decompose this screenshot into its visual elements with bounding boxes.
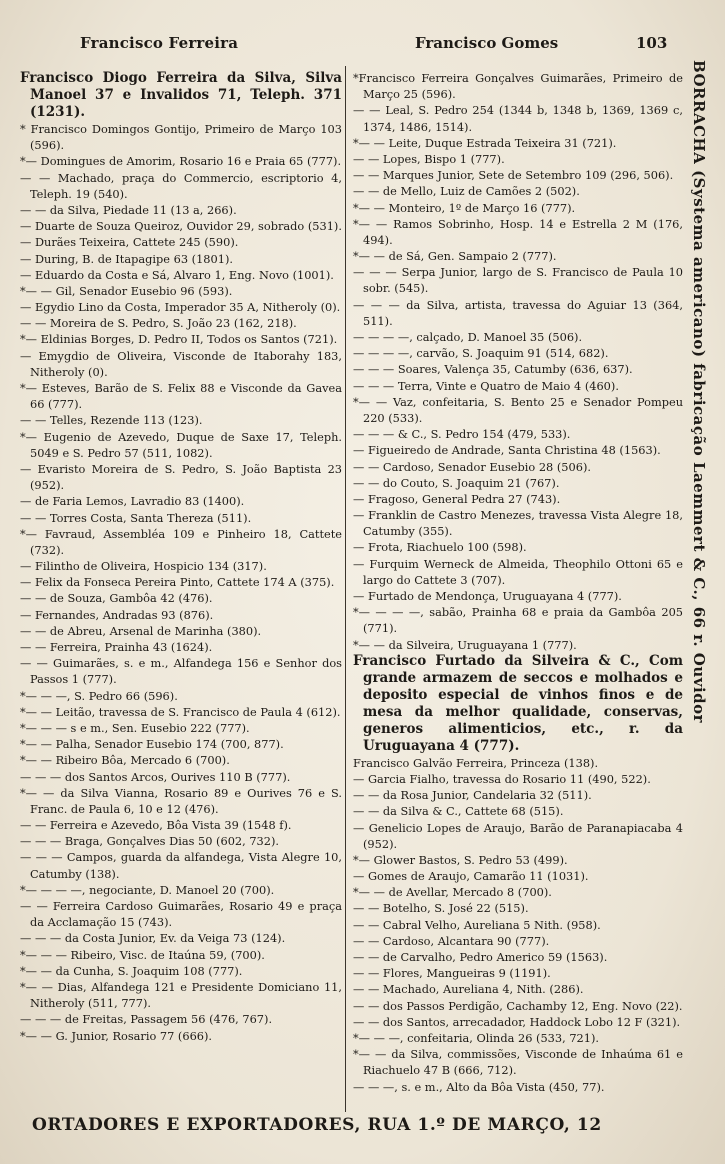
- directory-entry: *— Esteves, Barão de S. Felix 88 e Visconde da Gavea 66 (777).: [20, 381, 342, 412]
- directory-entry: Francisco Diogo Ferreira da Silva, Silva Manoel 37 e Invalidos 71, Teleph. 371 (1231).: [20, 70, 342, 120]
- directory-entry: *— — Ribeiro Bôa, Mercado 6 (700).: [20, 753, 230, 768]
- directory-entry: *— — — —, sabão, Prainha 68 e praia da Gambôa 205 (771).: [353, 605, 683, 636]
- directory-entry: — — dos Santos, arrecadador, Haddock Lobo 12 F (321).: [353, 1014, 681, 1029]
- directory-entry: — — — & C., S. Pedro 154 (479, 533).: [353, 427, 571, 442]
- directory-entry: — — — Terra, Vinte e Quatro de Maio 4 (460).: [353, 378, 619, 393]
- directory-entry: — — — da Costa Junior, Ev. da Veiga 73 (124).: [20, 931, 286, 946]
- directory-entry: *— Favraud, Assembléa 109 e Pinheiro 18, Cattete (732).: [20, 526, 342, 557]
- directory-entry: — Eduardo da Costa e Sá, Alvaro 1, Eng. Novo (1001).: [20, 267, 334, 282]
- directory-entry: *— — Monteiro, 1º de Março 16 (777).: [353, 200, 576, 215]
- directory-entry: Francisco Furtado da Silveira & C., Com grande armazem de seccos e molhados e deposito especial de vinhos finos e de mesa da melhor qualidade, conservas, generos alimenticios, etc., r. da Uruguayana 4 (777).: [353, 652, 683, 754]
- directory-entry: — — Moreira de S. Pedro, S. João 23 (162, 218).: [20, 316, 297, 331]
- directory-entry: — de Faria Lemos, Lavradio 83 (1400).: [20, 494, 245, 509]
- directory-entry: — — da Silva & C., Cattete 68 (515).: [353, 804, 564, 819]
- directory-entry: — — Machado, Aureliana 4, Nith. (286).: [353, 982, 584, 997]
- directory-entry: *— — Leitão, travessa de S. Francisco de Paula 4 (612).: [20, 704, 341, 719]
- directory-entry: — — Flores, Mangueiras 9 (1191).: [353, 966, 551, 981]
- directory-entry: *— — G. Junior, Rosario 77 (666).: [20, 1028, 213, 1043]
- directory-entry: *— — da Cunha, S. Joaquim 108 (777).: [20, 963, 243, 978]
- directory-entry: — — Marques Junior, Sete de Setembro 109 (296, 506).: [353, 168, 674, 183]
- directory-entry: *— — da Silva Vianna, Rosario 89 e Ourives 76 e S. Franc. de Paula 6, 10 e 12 (476).: [20, 785, 342, 816]
- directory-entry: — — de Souza, Gambôa 42 (476).: [20, 591, 213, 606]
- directory-entry: — — — Braga, Gonçalves Dias 50 (602, 732).: [20, 834, 280, 849]
- directory-entry: — Frota, Riachuelo 100 (598).: [353, 540, 527, 555]
- directory-entry: — Genelicio Lopes de Araujo, Barão de Paranapiacaba 4 (952).: [353, 820, 683, 851]
- directory-entry: — — — —, calçado, D. Manoel 35 (506).: [353, 330, 583, 344]
- directory-entry: — Felix da Fonseca Pereira Pinto, Cattete 174 A (375).: [20, 575, 335, 590]
- directory-entry: — — — Campos, guarda da alfandega, Vista Alegre 10, Catumby (138).: [20, 850, 342, 881]
- directory-entry: — — Cabral Velho, Aureliana 5 Nith. (958).: [353, 917, 601, 932]
- directory-entry: — — de Mello, Luiz de Camões 2 (502).: [353, 184, 580, 199]
- directory-entry: *Francisco Ferreira Gonçalves Guimarães, Primeiro de Março 25 (596).: [353, 71, 683, 102]
- directory-entry: Francisco Galvão Ferreira, Princeza (138).: [353, 755, 599, 770]
- directory-entry: — Emygdio de Oliveira, Visconde de Itaborahy 183, Nitheroly (0).: [20, 348, 342, 379]
- directory-entry: — — da Rosa Junior, Candelaria 32 (511).: [353, 788, 592, 803]
- directory-entry: *— — Dias, Alfandega 121 e Presidente Domiciano 11, Nitheroly (511, 777).: [20, 979, 342, 1011]
- page-number: 103: [636, 34, 668, 52]
- directory-entry: — Figueiredo de Andrade, Santa Christina 48 (1563).: [353, 443, 661, 458]
- directory-entry: — Garcia Fialho, travessa do Rosario 11 (490, 522).: [353, 771, 651, 786]
- directory-entry: *— — — Ribeiro, Visc. de Itaúna 59, (700).: [20, 947, 265, 962]
- directory-entry: — — do Couto, S. Joaquim 21 (767).: [353, 475, 560, 490]
- directory-entry: *— — Gil, Senador Eusebio 96 (593).: [20, 283, 233, 298]
- directory-entry: — Franklin de Castro Menezes, travessa Vista Alegre 18, Catumby (355).: [353, 508, 683, 539]
- directory-entry: — Fernandes, Andradas 93 (876).: [20, 607, 214, 622]
- directory-entry: — — Ferreira Cardoso Guimarães, Rosario 49 e praça da Acclamação 15 (743).: [20, 899, 342, 930]
- directory-entry: *— — — s e m., Sen. Eusebio 222 (777).: [20, 720, 250, 735]
- directory-entry: — — Cardoso, Senador Eusebio 28 (506).: [353, 459, 591, 474]
- directory-entry: — — — de Freitas, Passagem 56 (476, 767).: [20, 1012, 273, 1027]
- directory-entry: — — — —, carvão, S. Joaquim 91 (514, 682).: [353, 346, 609, 361]
- directory-entry: — Filintho de Oliveira, Hospicio 134 (317).: [20, 559, 267, 574]
- right-column: [353, 70, 683, 1095]
- directory-entry: — During, B. de Itapagipe 63 (1801).: [20, 251, 233, 266]
- directory-entry: *— — —, confeitaria, Olinda 26 (533, 721).: [353, 1030, 600, 1045]
- directory-entry: — Fragoso, General Pedra 27 (743).: [353, 491, 561, 506]
- directory-entry: — — Lopes, Bispo 1 (777).: [353, 151, 505, 166]
- directory-entry: *— — da Silveira, Uruguayana 1 (777).: [353, 637, 577, 652]
- directory-entry: — — — dos Santos Arcos, Ourives 110 B (777).: [20, 769, 291, 784]
- directory-entry: — — Guimarães, s. e m., Alfandega 156 e Senhor dos Passos 1 (777).: [20, 656, 342, 687]
- directory-entry: — Furtado de Mendonça, Uruguayana 4 (777).: [353, 589, 622, 603]
- directory-entry: *— — Ramos Sobrinho, Hosp. 14 e Estrella 2 M (176, 494).: [353, 216, 683, 247]
- left-column: [20, 70, 342, 1044]
- directory-entry: — — de Abreu, Arsenal de Marinha (380).: [20, 623, 262, 638]
- directory-entry: — — Botelho, S. José 22 (515).: [353, 901, 529, 916]
- directory-entry: *— Glower Bastos, S. Pedro 53 (499).: [353, 852, 568, 867]
- page-header: [0, 34, 725, 58]
- directory-entry: *— — Vaz, confeitaria, S. Bento 25 e Senador Pompeu 220 (533).: [353, 394, 683, 425]
- directory-entry: *— — —, S. Pedro 66 (596).: [20, 688, 178, 703]
- directory-entry: *— Domingues de Amorim, Rosario 16 e Praia 65 (777).: [20, 154, 342, 169]
- side-advertisement: [686, 60, 714, 1110]
- directory-entry: — — Torres Costa, Santa Thereza (511).: [20, 510, 252, 525]
- header-left-title: Francisco Ferreira: [80, 34, 239, 52]
- directory-entry: — — Telles, Rezende 113 (123).: [20, 413, 203, 428]
- directory-entry: * Francisco Domingos Gontijo, Primeiro de Março 103 (596).: [20, 122, 342, 153]
- directory-entry: *— — da Silva, commissões, Visconde de Inhaúma 61 e Riachuelo 47 B (666, 712).: [353, 1047, 683, 1078]
- directory-entry: *— Eldinias Borges, D. Pedro II, Todos os Santos (721).: [20, 332, 338, 347]
- directory-entry: *— — de Avellar, Mercado 8 (700).: [353, 885, 552, 900]
- directory-entry: *— — de Sá, Gen. Sampaio 2 (777).: [353, 249, 557, 264]
- directory-entry: — Evaristo Moreira de S. Pedro, S. João Baptista 23 (952).: [20, 461, 342, 493]
- directory-entry: — — de Carvalho, Pedro Americo 59 (1563).: [353, 950, 608, 964]
- directory-entry: — — da Silva, Piedade 11 (13 a, 266).: [20, 202, 237, 217]
- directory-entry: — Duarte de Souza Queiroz, Ouvidor 29, sobrado (531).: [20, 219, 342, 234]
- directory-entry: — — — Soares, Valença 35, Catumby (636, 637).: [353, 362, 633, 377]
- directory-entry: — Furquim Werneck de Almeida, Theophilo Ottoni 65 e largo do Cattete 3 (707).: [353, 556, 683, 587]
- directory-entry: — — Machado, praça do Commercio, escriptorio 4, Teleph. 19 (540).: [20, 170, 342, 201]
- directory-entry: — Gomes de Araujo, Camarão 11 (1031).: [353, 869, 589, 884]
- directory-entry: — Egydio Lino da Costa, Imperador 35 A, Nitheroly (0).: [20, 300, 341, 315]
- directory-entry: — — Ferreira e Azevedo, Bôa Vista 39 (1548 f).: [20, 818, 292, 833]
- directory-entry: *— — Palha, Senador Eusebio 174 (700, 877).: [20, 737, 284, 752]
- directory-entry: — — Cardoso, Alcantara 90 (777).: [353, 933, 550, 948]
- directory-entry: — — — Serpa Junior, largo de S. Francisco de Paula 10 sobr. (545).: [353, 265, 683, 296]
- directory-entry: — — Ferreira, Prainha 43 (1624).: [20, 640, 213, 654]
- directory-entry: *— — Leite, Duque Estrada Teixeira 31 (721).: [353, 135, 617, 150]
- header-right-title: Francisco Gomes: [415, 34, 559, 52]
- directory-entry: — Durães Teixeira, Cattete 245 (590).: [20, 235, 239, 250]
- directory-entry: *— Eugenio de Azevedo, Duque de Saxe 17, Teleph. 5049 e S. Pedro 57 (511, 1082).: [20, 429, 342, 460]
- footer-advertisement: ORTADORES E EXPORTADORES, RUA 1.º DE MARÇO, 12: [32, 1115, 602, 1135]
- directory-entry: — — —, s. e m., Alto da Bôa Vista (450, 77).: [353, 1079, 605, 1094]
- directory-entry: — — Leal, S. Pedro 254 (1344 b, 1348 b, 1369, 1369 c, 1374, 1486, 1514).: [353, 103, 683, 134]
- directory-entry: — — — da Silva, artista, travessa do Aguiar 13 (364, 511).: [353, 297, 683, 328]
- column-divider: [345, 66, 346, 1112]
- side-advertisement-text: BORRACHA (Systema americano) fabricação Laemmert & C., 66 r. Ouvidor: [690, 60, 708, 724]
- directory-entry: *— — — —, negociante, D. Manoel 20 (700).: [20, 882, 275, 897]
- directory-entry: — — dos Passos Perdigão, Cachamby 12, Eng. Novo (22).: [353, 998, 683, 1013]
